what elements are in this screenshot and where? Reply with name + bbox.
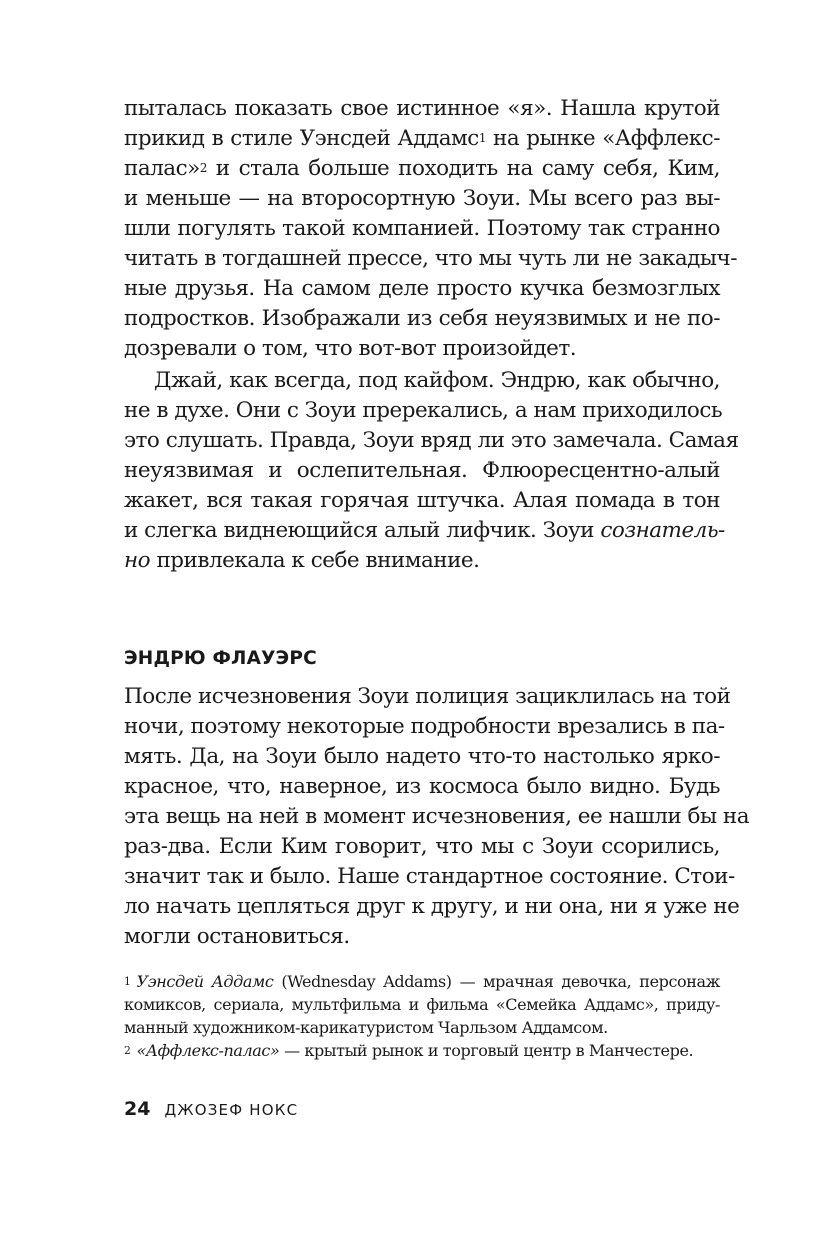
text-line: не в духе. Они с Зоуи пререкались, а нам приходилось: [124, 398, 723, 423]
footnote-2: $^2$ «Аффлекс-палас» — крытый рынок и торговый центр в Манчестере.: [124, 1041, 694, 1060]
text-line: палас»$^2$ и стала больше походить на саму себя, Ким,: [124, 156, 720, 181]
section-heading: ЭНДРЮ ФЛАУЭРС: [124, 648, 317, 669]
paragraph-2: [124, 366, 739, 576]
footnote-number: 1: [124, 975, 131, 988]
text-line: и меньше — на второсортную Зоуи. Мы всего раз вы-: [124, 186, 720, 211]
text-line: ло начать цепляться друг к другу, и ни она, ни я уже не: [124, 894, 740, 919]
page-footer: [124, 1098, 298, 1120]
footnote-1: $^1$ Уэнсдей Аддамс (Wednesday Addams) — мрачная девочка, персонаж: [124, 972, 720, 991]
footnotes: [124, 970, 720, 1062]
text-line: но привлекала к себе внимание.: [124, 548, 480, 573]
running-title: ДЖОЗЕФ НОКС: [164, 1101, 299, 1119]
text-line: красное, что, наверное, из космоса было видно. Будь: [124, 774, 720, 799]
text-line: мять. Да, на Зоуи было надето что-то настолько ярко-: [124, 744, 720, 769]
text-line: эта вещь на ней в момент исчезновения, ее нашли бы на: [124, 804, 750, 829]
emphasis: но: [124, 548, 151, 573]
text-line: могли остановиться.: [124, 924, 350, 949]
text-line: ные друзья. На самом деле просто кучка безмозглых: [124, 276, 720, 301]
footnote-ref: 1: [478, 130, 486, 145]
emphasis: сознатель-: [600, 518, 725, 543]
text-line: пыталась показать свое истинное «я». Нашла крутой: [124, 96, 720, 121]
paragraph-1: [124, 94, 737, 364]
footnote-ref: 2: [199, 160, 207, 175]
text-line: подростков. Изображали из себя неуязвимых и не по-: [124, 306, 720, 331]
text-line: дозревали о том, что вот-вот произойдет.: [124, 336, 577, 361]
text-line: раз-два. Если Ким говорит, что мы с Зоуи ссорились,: [124, 834, 720, 859]
footnote-number: 2: [124, 1044, 131, 1057]
footnote-line: комиксов, сериала, мультфильма и фильма «Семейка Аддамс», приду-: [124, 995, 720, 1014]
text-line: жакет, вся такая горячая штучка. Алая помада в тон: [124, 488, 720, 513]
footnote-line: манный художником-карикатуристом Чарльзом Аддамсом.: [124, 1018, 608, 1037]
text-line: читать в тогдашней прессе, что мы чуть ли не закадыч-: [124, 246, 737, 271]
text-line: Джай, как всегда, под кайфом. Эндрю, как обычно,: [154, 368, 720, 393]
text-line: ночи, поэтому некоторые подробности врезались в па-: [124, 714, 725, 739]
text-line: это слушать. Правда, Зоуи вряд ли это замечала. Самая: [124, 428, 739, 453]
text-line: неуязвимая и ослепительная. Флюоресцентно-алый: [124, 458, 720, 483]
paragraph-3: [124, 682, 750, 952]
page-number: 24: [124, 1098, 151, 1120]
text-line: прикид в стиле Уэнсдей Аддамс$^1$ на рынке «Аффлекс-: [124, 126, 720, 151]
text-line: После исчезновения Зоуи полиция зациклилась на той: [124, 684, 731, 709]
text-line: и слегка виднеющийся алый лифчик. Зоуи сознатель-: [124, 518, 725, 543]
text-line: значит так и было. Наше стандартное состояние. Стои-: [124, 864, 735, 889]
text-line: шли погулять такой компанией. Поэтому так странно: [124, 216, 720, 241]
